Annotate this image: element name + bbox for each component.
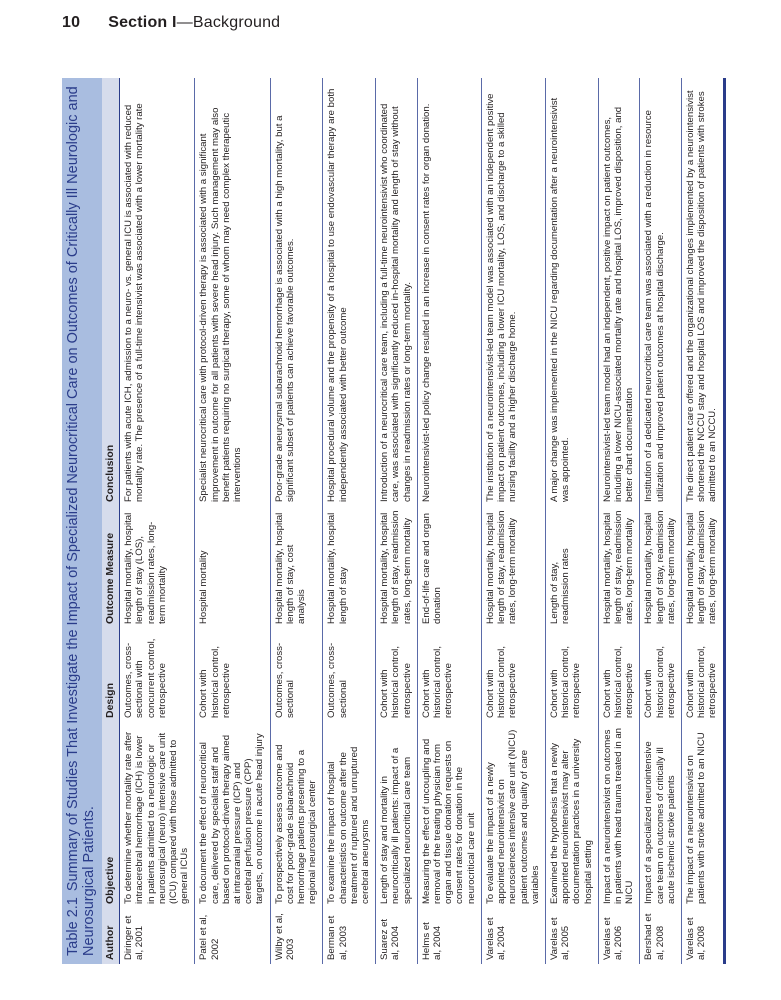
cell-conclusion: A major change was implemented in the NICU regarding documentation after a neurointensivist was appointed. bbox=[545, 78, 598, 506]
cell-objective: Measuring the effect of uncoupling and removal of the treating physician from organ and tissue donation requests on consent rates for donation in the neurocritical care unit bbox=[417, 722, 481, 908]
column-header-conclusion: Conclusion bbox=[102, 78, 120, 506]
cell-author: Varelas et al, 2006 bbox=[598, 908, 640, 964]
cell-objective: To document the effect of neurocritical care, delivered by specialist staff and based on protocol-driven therapy aimed at intracranial pressure (ICP) and cerebral perfusion pressure (CPP) targets, on outcome in acute head injury bbox=[195, 722, 270, 908]
cell-objective: The impact of a neurointensivist on patients with stroke admitted to an NICU bbox=[681, 722, 724, 908]
cell-objective: Impact of a specialized neurointensive care team on outcomes of critically ill acute ischemic stroke patients bbox=[640, 722, 682, 908]
cell-design: Cohort with historical control, retrospective bbox=[195, 628, 270, 722]
cell-conclusion: Neurointensivist-led policy change resulted in an increase in consent rates for organ donation. bbox=[417, 78, 481, 506]
table-row bbox=[545, 78, 598, 964]
table-title-bar bbox=[62, 78, 102, 964]
cell-design: Cohort with historical control, retrospective bbox=[640, 628, 682, 722]
cell-author: Bershad et al, 2008 bbox=[640, 908, 682, 964]
cell-design: Cohort with historical control, retrospective bbox=[681, 628, 724, 722]
table-number: Table 2.1 bbox=[65, 897, 81, 956]
cell-outcome: Hospital mortality, hospital length of stay, readmission rates, long-term mortality bbox=[681, 506, 724, 628]
cell-outcome: Hospital mortality, hospital length of stay bbox=[323, 506, 376, 628]
cell-conclusion: Introduction of a neurocritical care team, including a full-time neurointensivist who coordinated care, was associated with significantly reduced in-hospital mortality and length of stay without changes in readmission rates or long-term mortality. bbox=[376, 78, 418, 506]
cell-conclusion: For patients with acute ICH, admission to a neuro- vs. general ICU is associated with reduced mortality rate. The presence of a full-time intensivist was associated with a lower mortality rate bbox=[120, 78, 195, 506]
cell-author: Suarez et al, 2004 bbox=[376, 908, 418, 964]
page-number: 10 bbox=[62, 14, 81, 31]
cell-conclusion: Neurointensivist-led team model had an independent, positive impact on patient outcomes, including a lower NICU-associated mortality rate and hospital LOS, improved disposition, and better chart documentation bbox=[598, 78, 640, 506]
cell-conclusion: Hospital procedural volume and the propensity of a hospital to use endovascular therapy are both independently associated with better outcome bbox=[323, 78, 376, 506]
table-row bbox=[120, 78, 195, 964]
table-row bbox=[417, 78, 481, 964]
column-header-design: Design bbox=[102, 628, 120, 722]
table-row bbox=[323, 78, 376, 964]
cell-outcome: Hospital mortality, hospital length of stay, readmission rates, long-term mortality bbox=[598, 506, 640, 628]
cell-design: Cohort with historical control, retrospective bbox=[417, 628, 481, 722]
cell-author: Patel et al, 2002 bbox=[195, 908, 270, 964]
cell-author: Varelas et al, 2005 bbox=[545, 908, 598, 964]
section-subtitle: —Background bbox=[176, 14, 281, 31]
cell-design: Cohort with historical control, retrospective bbox=[598, 628, 640, 722]
running-head bbox=[62, 14, 280, 32]
cell-outcome: Hospital mortality bbox=[195, 506, 270, 628]
cell-outcome: Hospital mortality, hospital length of stay, cost analysis bbox=[270, 506, 323, 628]
cell-design: Outcomes, cross-sectional bbox=[270, 628, 323, 722]
cell-design: Cohort with historical control, retrospective bbox=[481, 628, 545, 722]
cell-author: Wilby et al, 2003 bbox=[270, 908, 323, 964]
table-row bbox=[376, 78, 418, 964]
table-row bbox=[270, 78, 323, 964]
cell-design: Outcomes, cross-sectional bbox=[323, 628, 376, 722]
studies-table bbox=[102, 78, 726, 964]
cell-objective: To examine the impact of hospital characteristics on outcome after the treatment of ruptured and unruptured cerebral aneurysms bbox=[323, 722, 376, 908]
cell-author: Berman et al, 2003 bbox=[323, 908, 376, 964]
cell-objective: Length of stay and mortality in neurocritically ill patients: impact of a specialized neurocritical care team bbox=[376, 722, 418, 908]
cell-objective: Examined the hypothesis that a newly appointed neurointensivist may alter documentation practices in a university hospital setting bbox=[545, 722, 598, 908]
cell-objective: Impact of a neurointensivist on outcomes in patients with head trauma treated in an NICU bbox=[598, 722, 640, 908]
cell-author: Helms et al, 2004 bbox=[417, 908, 481, 964]
column-header-author: Author bbox=[102, 908, 120, 964]
cell-outcome: Hospital mortality, hospital length of stay (LOS), readmission rates, long-term mortality bbox=[120, 506, 195, 628]
rotated-table-container bbox=[62, 78, 750, 964]
table-row bbox=[195, 78, 270, 964]
cell-author: Varelas et al, 2008 bbox=[681, 908, 724, 964]
table-landscape bbox=[62, 78, 750, 964]
cell-outcome: End-of-life care and organ donation bbox=[417, 506, 481, 628]
cell-design: Outcomes, cross-sectional with concurrent control, retrospective bbox=[120, 628, 195, 722]
table-row bbox=[598, 78, 640, 964]
table-title: Summary of Studies That Investigate the Impact of Specialized Neurocritical Care on Outcomes of Critically Ill Neurologic and Neurosurgical Patients. bbox=[65, 86, 97, 956]
cell-design: Cohort with historical control, retrospective bbox=[545, 628, 598, 722]
cell-design: Cohort with historical control, retrospective bbox=[376, 628, 418, 722]
cell-conclusion: Specialist neurocritical care with protocol-driven therapy is associated with a significant improvement in outcome for all patients with severe head injury. Such management may also benefit patients requiring no surgical therapy, some of whom may need complex therapeutic interventions bbox=[195, 78, 270, 506]
column-header-objective: Objective bbox=[102, 722, 120, 908]
section-label: Section I bbox=[108, 14, 177, 31]
cell-outcome: Length of stay, readmission rates bbox=[545, 506, 598, 628]
cell-conclusion: Institution of a dedicated neurocritical care team was associated with a reduction in resource utilization and improved patient outcomes at hospital discharge. bbox=[640, 78, 682, 506]
cell-author: Varelas et al, 2004 bbox=[481, 908, 545, 964]
table-row bbox=[681, 78, 724, 964]
cell-outcome: Hospital mortality, hospital length of stay, readmission rates, long-term mortality bbox=[640, 506, 682, 628]
table-row bbox=[640, 78, 682, 964]
cell-outcome: Hospital mortality, hospital length of stay, readmission rates, long-term mortality bbox=[376, 506, 418, 628]
cell-objective: To evaluate the impact of a newly appointed neurointensivist on neurosciences intensive care unit (NICU) patient outcomes and quality of care variables bbox=[481, 722, 545, 908]
cell-objective: To determine whether mortality rate after intracerebral hemorrhage (ICH) is lower in patients admitted to a neurologic or neurosurgical (neuro) intensive care unit (ICU) compared with those admitted to general ICUs bbox=[120, 722, 195, 908]
cell-conclusion: Poor-grade aneurysmal subarachnoid hemorrhage is associated with a high mortality, but a significant subset of patients can achieve favorable outcomes. bbox=[270, 78, 323, 506]
cell-conclusion: The direct patient care offered and the organizational changes implemented by a neurointensivist shortened the NCCU stay and hospital LOS and improved the disposition of patients with strokes admitted to an NCCU. bbox=[681, 78, 724, 506]
cell-conclusion: The institution of a neurointensivist-led team model was associated with an independent positive impact on patient outcomes, including a lower ICU mortality, LOS, and discharge to a skilled nursing facility and a higher discharge home. bbox=[481, 78, 545, 506]
cell-author: Diringer et al, 2001 bbox=[120, 908, 195, 964]
cell-objective: To prospectively assess outcome and cost for poor-grade subarachnoid hemorrhage patients presenting to a regional neurosurgical center bbox=[270, 722, 323, 908]
cell-outcome: Hospital mortality, hospital length of stay, readmission rates, long-term mortality bbox=[481, 506, 545, 628]
column-header-outcome: Outcome Measure bbox=[102, 506, 120, 628]
table-header-row bbox=[102, 78, 120, 964]
table-row bbox=[481, 78, 545, 964]
